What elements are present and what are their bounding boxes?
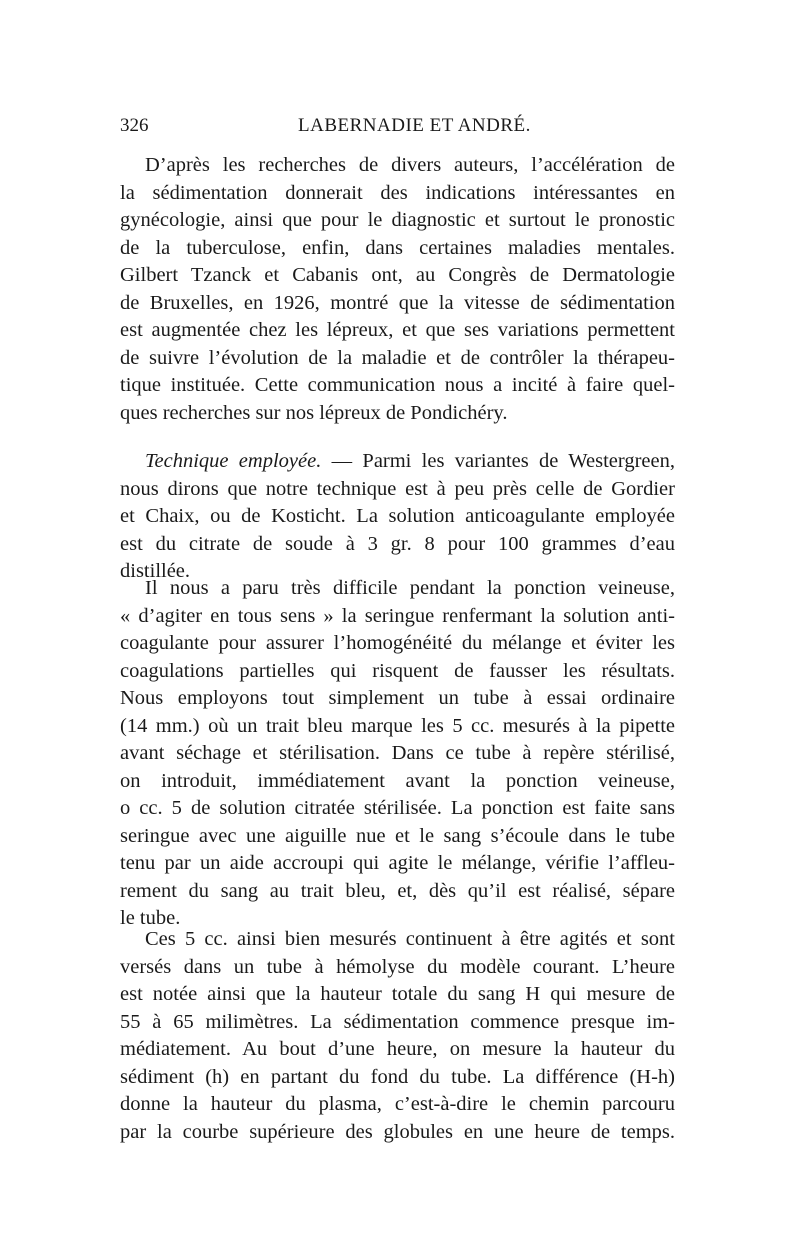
text-line: o cc. 5 de solution citratée stérilisée. La ponction est faite sans: [120, 797, 675, 819]
text-line: est notée ainsi que la hauteur totale du sang H qui mesure de: [120, 983, 675, 1005]
text-line: Il nous a paru très difficile pendant la ponction veineuse,: [145, 577, 675, 599]
paragraph-method: [120, 575, 675, 933]
text-line: versés dans un tube à hémolyse du modèle courant. L’heure: [120, 955, 675, 978]
text-line: et Chaix, ou de Kosticht. La solution anticoagulante employée: [120, 505, 675, 527]
text-line: avant séchage et stérilisation. Dans ce tube à repère stérilisé,: [120, 742, 675, 764]
text-line: nous dirons que notre technique est à peu près celle de Gordier: [120, 477, 675, 500]
text-line: Ces 5 cc. ainsi bien mesurés continuent à être agités et sont: [145, 928, 675, 950]
section-heading: Technique employée.: [145, 450, 322, 472]
text-line-with-heading: [120, 448, 675, 476]
text-line: « d’agiter en tous sens » la seringue renfermant la solution anti-: [120, 604, 675, 627]
page-header: [120, 115, 680, 145]
paragraph-results: [120, 926, 675, 1146]
page-number: 326: [120, 115, 149, 136]
text-line: sédiment (h) en partant du fond du tube. La différence (H-h): [120, 1065, 675, 1088]
text-line: coagulante pour assurer l’homogénéité du mélange et éviter les: [120, 632, 675, 654]
text-line: tenu par un aide accroupi qui agite le mélange, vérifie l’affleu-: [120, 852, 675, 874]
text-line: seringue avec une aiguille nue et le sang s’écoule dans le tube: [120, 824, 675, 847]
text-line: on introduit, immédiatement avant la ponction veineuse,: [120, 769, 675, 792]
text-line: distillée.: [120, 560, 191, 582]
text-line: est augmentée chez les lépreux, et que ses variations permettent: [120, 319, 675, 341]
text-line: de la tuberculose, enfin, dans certaines maladies mentales.: [120, 236, 675, 259]
text-line: (14 mm.) où un trait bleu marque les 5 cc. mesurés à la pipette: [120, 714, 675, 737]
text-line: D’après les recherches de divers auteurs, l’accélération de: [145, 154, 675, 176]
text-line: 55 à 65 milimètres. La sédimentation commence presque im-: [120, 1010, 675, 1033]
paragraph-technique: [120, 448, 675, 586]
text-line: tique instituée. Cette communication nous a incité à faire quel-: [120, 374, 675, 396]
text-line: ques recherches sur nos lépreux de Pondichéry.: [120, 401, 508, 424]
text-line: le tube.: [120, 907, 181, 929]
text-line: donne la hauteur du plasma, c’est-à-dire le chemin parcouru: [120, 1093, 675, 1115]
text-line: la sédimentation donnerait des indications intéressantes en: [120, 181, 675, 204]
running-head: LABERNADIE ET ANDRÉ.: [298, 115, 531, 136]
text-line: coagulations partielles qui risquent de fausser les résultats.: [120, 659, 675, 682]
text-line: de Bruxelles, en 1926, montré que la vitesse de sédimentation: [120, 291, 675, 314]
text-line: rement du sang au trait bleu, et, dès qu’il est réalisé, sépare: [120, 879, 675, 902]
text-fragment: — Parmi les variantes de Westergreen,: [321, 450, 675, 472]
text-line: gynécologie, ainsi que pour le diagnostic et surtout le pronostic: [120, 209, 675, 231]
text-line: Nous employons tout simplement un tube à essai ordinaire: [120, 687, 675, 709]
text-line: Gilbert Tzanck et Cabanis ont, au Congrès de Dermatologie: [120, 264, 675, 286]
text-line: est du citrate de soude à 3 gr. 8 pour 100 grammes d’eau: [120, 532, 675, 555]
text-line: par la courbe supérieure des globules en une heure de temps.: [120, 1120, 675, 1143]
text-line: médiatement. Au bout d’une heure, on mesure la hauteur du: [120, 1038, 675, 1060]
text-line: de suivre l’évolution de la maladie et de contrôler la thérapeu-: [120, 346, 675, 369]
paragraph-intro: [120, 152, 675, 427]
